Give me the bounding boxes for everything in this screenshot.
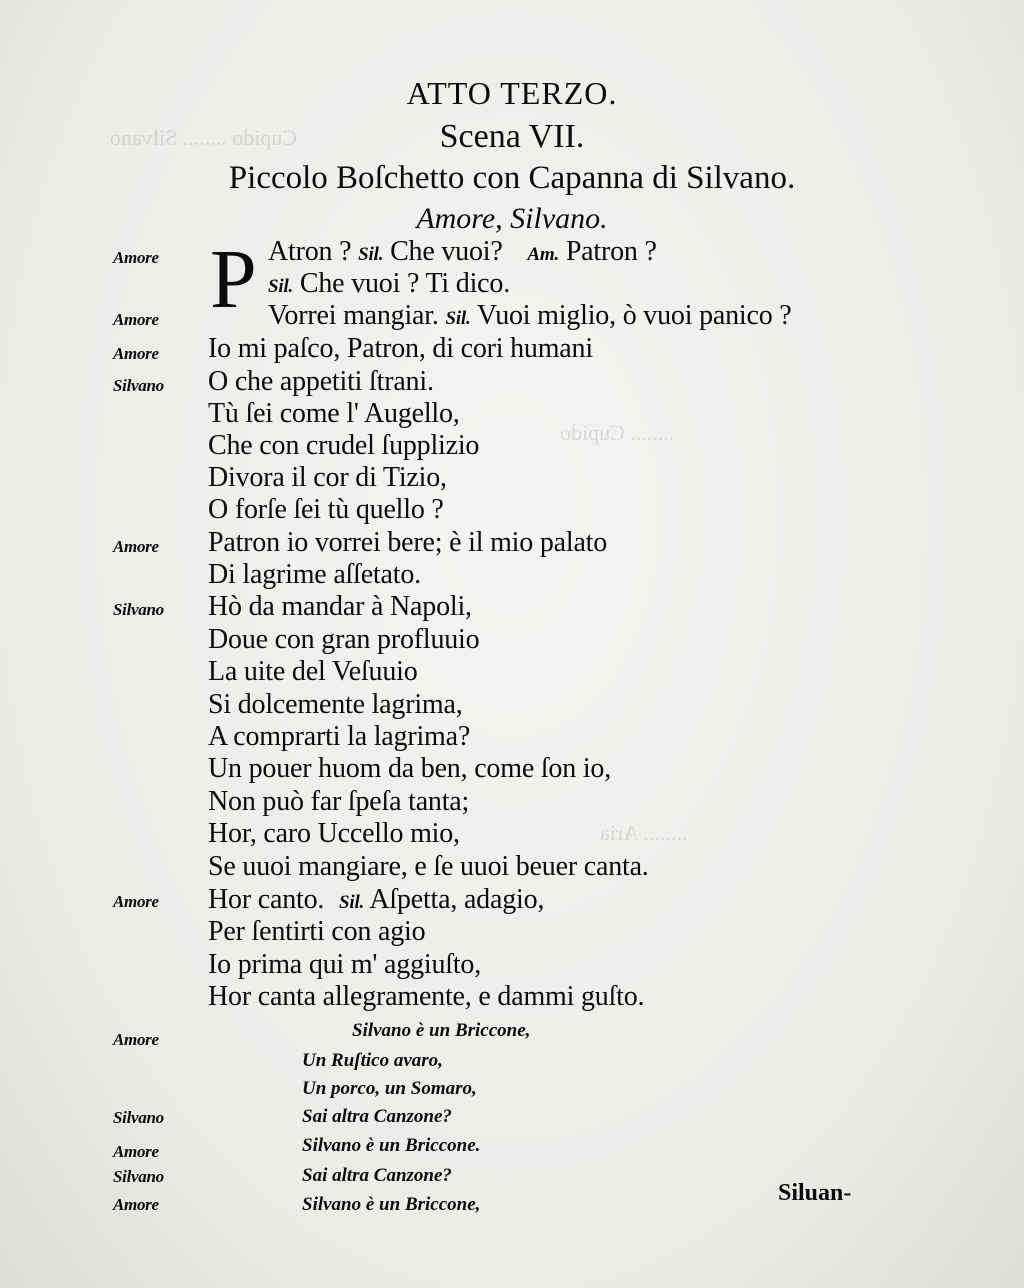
dialogue-line: Hor, caro Uccello mio,	[208, 818, 460, 849]
dialogue-line: Un pouer huom da ben, come ſon io,	[208, 753, 612, 784]
speaker-label: Amore	[113, 1030, 159, 1049]
dialogue-line: Non può far ſpeſa tanta;	[208, 786, 470, 817]
dialogue-line: Io mi paſco, Patron, di cori humani	[208, 333, 593, 364]
act-heading: ATTO TERZO.	[406, 75, 618, 111]
catchword: Siluan-	[778, 1180, 852, 1206]
speaker-label: Amore	[113, 537, 159, 556]
song-line: Un porco, un Somaro,	[302, 1078, 477, 1099]
dialogue-line: Io prima qui m' aggiuſto,	[208, 949, 482, 980]
song-line: Sai altra Canzone?	[302, 1106, 452, 1127]
speaker-label: Amore	[113, 892, 159, 911]
speaker-label: Silvano	[113, 1167, 164, 1186]
dialogue-line: Hò da mandar à Napoli,	[208, 591, 472, 622]
scene-heading: Scena VII.	[439, 118, 585, 155]
speaker-label: Amore	[113, 248, 159, 267]
song-line: Silvano è un Briccone.	[302, 1135, 481, 1156]
dialogue-line: Hor canto. Sil. Aſpetta, adagio,	[208, 884, 545, 915]
speaker-label: Amore	[113, 344, 159, 363]
character-list: Amore, Silvano.	[416, 202, 608, 235]
dialogue-line: Patron io vorrei bere; è il mio palato	[208, 527, 608, 558]
bleed-through-text: ........ Cupido	[560, 420, 675, 445]
dialogue-line: Sil. Che vuoi ? Ti dico.	[268, 268, 511, 299]
song-line: Silvano è un Briccone,	[352, 1020, 531, 1041]
dialogue-line: La uite del Veſuuio	[208, 656, 418, 687]
bleed-through-text: Cupido ........ Silvano	[110, 125, 298, 150]
dialogue-line: Divora il cor di Tizio,	[208, 462, 447, 493]
dialogue-line: Di lagrime aſſetato.	[208, 559, 421, 590]
speaker-label: Silvano	[113, 1108, 164, 1127]
song-line: Sai altra Canzone?	[302, 1165, 452, 1186]
scene-setting: Piccolo Boſchetto con Capanna di Silvano.	[228, 160, 796, 196]
drop-cap: P	[210, 233, 257, 326]
dialogue-line: O forſe ſei tù quello ?	[208, 494, 444, 525]
dialogue-line: Hor canta allegramente, e dammi guſto.	[208, 981, 645, 1012]
dialogue-line: Vorrei mangiar. Sil. Vuoi miglio, ò vuoi panico ?	[268, 300, 792, 331]
speaker-label: Silvano	[113, 600, 164, 619]
speaker-label: Amore	[113, 310, 159, 329]
song-line: Silvano è un Briccone,	[302, 1194, 481, 1215]
song-line: Un Ruſtico avaro,	[302, 1050, 443, 1071]
dialogue-line: Che con crudel ſupplizio	[208, 430, 480, 461]
dialogue-line: O che appetiti ſtrani.	[208, 366, 434, 397]
speaker-label: Amore	[113, 1142, 159, 1161]
dialogue-line: A comprarti la lagrima?	[208, 721, 471, 752]
dialogue-line: Si dolcemente lagrima,	[208, 689, 463, 720]
dialogue-line: Se uuoi mangiare, e ſe uuoi beuer canta.	[208, 851, 649, 882]
dialogue-line: Atron ? Sil. Che vuoi? Am. Patron ?	[268, 236, 657, 267]
dialogue-line: Per ſentirti con agio	[208, 916, 426, 947]
bleed-through-text: ........ Aria	[600, 820, 688, 845]
speaker-label: Amore	[113, 1195, 159, 1214]
speaker-label: Silvano	[113, 376, 164, 395]
dialogue-line: Tù ſei come l' Augello,	[208, 398, 460, 429]
dialogue-line: Doue con gran profluuio	[208, 624, 480, 655]
